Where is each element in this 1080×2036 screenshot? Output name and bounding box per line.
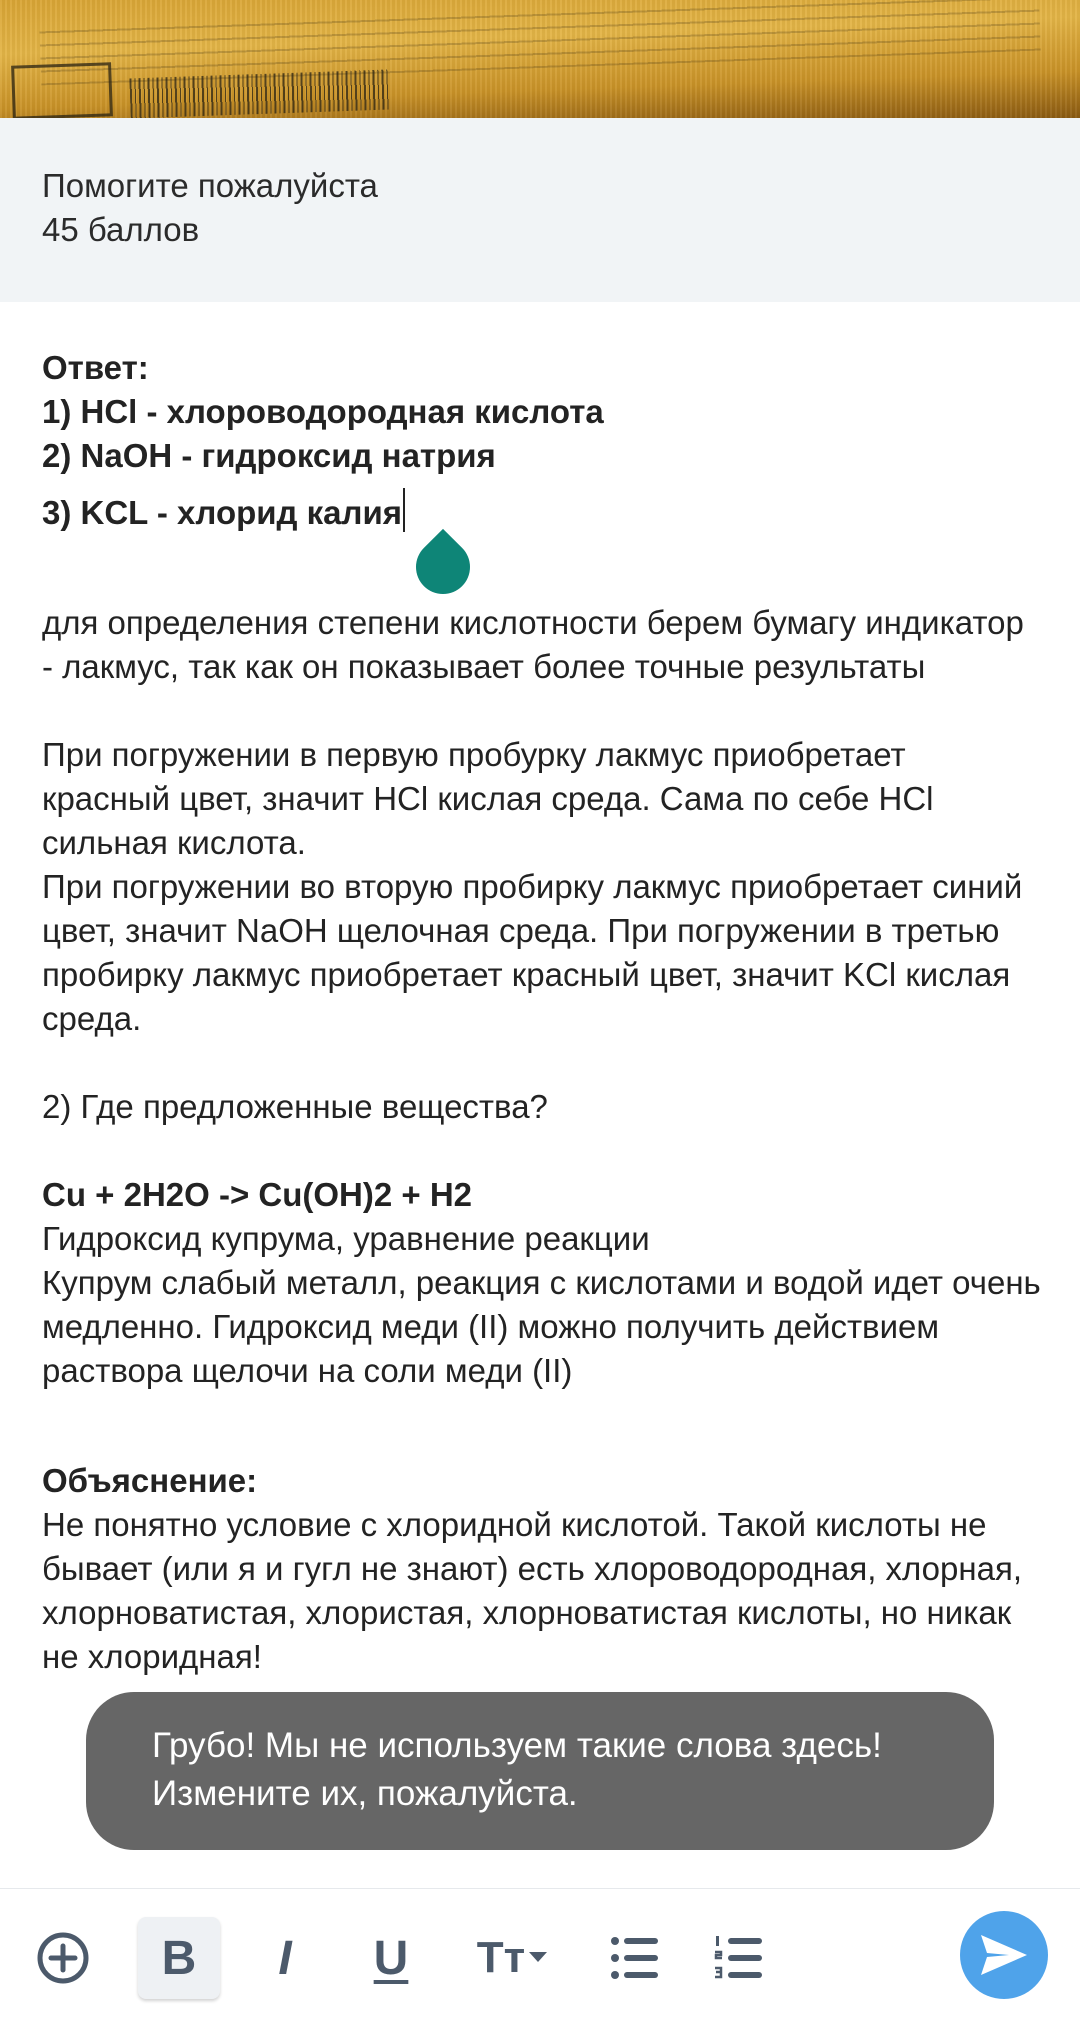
chevron-down-icon bbox=[529, 1952, 547, 1964]
send-button[interactable] bbox=[960, 1911, 1048, 1999]
answer-paragraph-1: для определения степени кислотности берем бумагу индикатор - лакмус, так как он показывает более точные результаты bbox=[42, 604, 1024, 685]
question-block bbox=[0, 118, 1080, 302]
explanation-text: Не понятно условие с хлоридной кислотой. Такой кислоты не бывает (или я и гугл не знают) есть хлороводородная, хлорная, хлорноватистая, хлористая, хлорноватистая кислоты, но никак не хлоридная! bbox=[42, 1506, 1022, 1675]
bulleted-list-button[interactable] bbox=[594, 1917, 676, 1999]
answer-editor[interactable] bbox=[42, 346, 1042, 1679]
answer-item-2: 2) NaOH - гидроксид натрия bbox=[42, 437, 496, 474]
answer-item-3-line bbox=[42, 488, 1042, 535]
toast-message: Грубо! Мы не используем такие слова здесь! Измените их, пожалуйста. bbox=[152, 1726, 882, 1813]
italic-button[interactable] bbox=[244, 1917, 326, 1999]
answer-item-3: 3) KCL - хлорид калия bbox=[42, 494, 403, 531]
text-size-button[interactable] bbox=[462, 1917, 562, 1999]
bold-button[interactable] bbox=[138, 1917, 220, 1999]
answer-heading: Ответ: bbox=[42, 349, 149, 386]
answer-question-2: 2) Где предложенные вещества? bbox=[42, 1088, 548, 1125]
answer-paragraph-4: Гидроксид купрума, уравнение реакции bbox=[42, 1220, 650, 1257]
text-size-icon: Tт bbox=[476, 1933, 526, 1982]
question-attachment-photo[interactable] bbox=[0, 0, 1080, 118]
text-cursor bbox=[403, 488, 405, 532]
underline-button[interactable] bbox=[350, 1917, 432, 1999]
answer-item-1: 1) HCl - хлороводородная кислота bbox=[42, 393, 604, 430]
italic-icon: I bbox=[278, 1931, 292, 1985]
bold-icon: B bbox=[161, 1931, 197, 1985]
answer-paragraph-2: При погружении в первую пробурку лакмус приобретает красный цвет, значит HCl кислая среда. Сама по себе HCl сильная кислота. bbox=[42, 736, 934, 861]
underline-icon: U bbox=[373, 1931, 409, 1985]
numbered-list-icon bbox=[714, 1934, 764, 1982]
formatting-toolbar bbox=[0, 1888, 1080, 2036]
warning-toast bbox=[86, 1692, 994, 1850]
answer-paragraph-3: При погружении во вторую пробирку лакмус приобретает синий цвет, значит NaOH щелочная среда. При погружении в третью пробирку лакмус приобретает красный цвет, значит KCl кислая среда. bbox=[42, 868, 1023, 1037]
photo-barcode bbox=[129, 69, 390, 118]
add-button[interactable] bbox=[22, 1917, 104, 1999]
numbered-list-button[interactable] bbox=[698, 1917, 780, 1999]
photo-printed-box bbox=[11, 62, 113, 118]
send-icon bbox=[979, 1933, 1029, 1977]
add-icon bbox=[36, 1931, 90, 1985]
bulleted-list-icon bbox=[610, 1935, 660, 1981]
explanation-heading: Объяснение: bbox=[42, 1462, 258, 1499]
answer-equation: Cu + 2H2O -> Cu(OH)2 + H2 bbox=[42, 1176, 473, 1213]
question-text: Помогите пожалуйста 45 баллов bbox=[42, 167, 378, 248]
answer-paragraph-5: Купрум слабый металл, реакция с кислотами и водой идет очень медленно. Гидроксид меди (II) можно получить действием раствора щелочи на соли меди (II) bbox=[42, 1264, 1041, 1389]
